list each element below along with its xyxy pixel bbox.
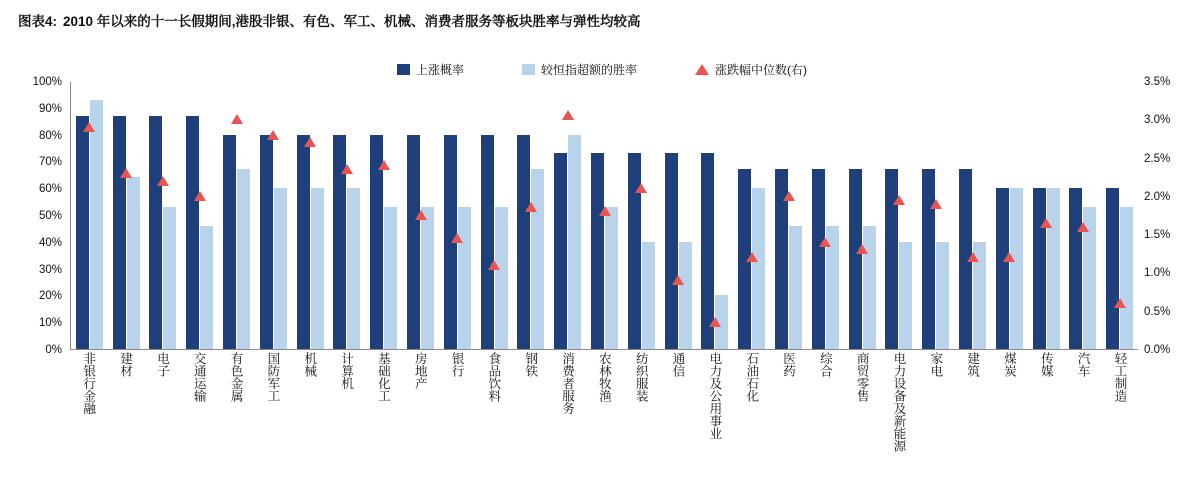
x-axis-label-text: 煤炭	[1002, 352, 1017, 377]
y-tick-right: 3.5%	[1144, 76, 1171, 88]
x-axis-label-text: 国防军工	[265, 352, 280, 402]
x-axis-label	[107, 352, 144, 476]
page-title: 2010 年以来的十一长假期间,港股非银、有色、军工、机械、消费者服务等板块胜率与弹性均较高	[63, 14, 641, 29]
bar-group	[586, 82, 623, 349]
y-tick-left: 20%	[38, 290, 62, 303]
x-axis-label-text: 家电	[928, 352, 943, 377]
x-axis-label	[1101, 352, 1138, 476]
x-axis-label	[622, 352, 659, 476]
legend-label: 较恒指超额的胜率	[541, 62, 638, 77]
figure-label: 图表4:	[18, 14, 58, 29]
x-axis-label-text: 石油石化	[744, 352, 759, 402]
x-axis-label	[917, 352, 954, 476]
bar-excess-winrate	[936, 242, 949, 349]
bar-excess-winrate	[200, 226, 213, 349]
y-tick-left: 60%	[38, 183, 62, 196]
bar-group	[1065, 82, 1102, 349]
x-axis-label-text: 纺织服装	[634, 352, 649, 402]
bars-layer	[71, 82, 1138, 349]
x-axis-label-text: 汽车	[1076, 352, 1091, 377]
x-axis-label-text: 消费者服务	[560, 352, 575, 415]
bar-group	[697, 82, 734, 349]
bar-excess-winrate	[127, 177, 140, 349]
x-axis-label	[291, 352, 328, 476]
bar-excess-winrate	[163, 207, 176, 349]
x-axis-label	[254, 352, 291, 476]
x-axis-label-text: 传媒	[1039, 352, 1054, 377]
x-axis-label-text: 银行	[450, 352, 465, 377]
x-axis-label-text: 机械	[302, 352, 317, 377]
bar-up-probability	[481, 135, 494, 349]
y-tick-left: 100%	[32, 76, 62, 88]
x-axis-label	[438, 352, 475, 476]
x-axis-label	[1064, 352, 1101, 476]
x-axis-label-text: 通信	[671, 352, 686, 377]
y-tick-right: 2.5%	[1144, 152, 1171, 165]
bar-group	[108, 82, 145, 349]
bar-excess-winrate	[1120, 207, 1133, 349]
bar-excess-winrate	[715, 295, 728, 349]
bar-up-probability	[812, 169, 825, 349]
y-tick-left: 80%	[38, 129, 62, 142]
x-axis-label	[991, 352, 1028, 476]
bar-up-probability	[1033, 188, 1046, 349]
bar-up-probability	[407, 135, 420, 349]
bar-up-probability	[665, 153, 678, 349]
y-tick-right: 1.5%	[1144, 229, 1171, 242]
x-axis-label-text: 钢铁	[523, 352, 538, 377]
legend-swatch-icon	[397, 64, 410, 75]
bar-group	[513, 82, 550, 349]
bar-excess-winrate	[605, 207, 618, 349]
x-axis-label	[696, 352, 733, 476]
bar-group	[255, 82, 292, 349]
bar-group	[807, 82, 844, 349]
x-axis-label	[217, 352, 254, 476]
bar-group	[954, 82, 991, 349]
y-tick-right: 1.0%	[1144, 267, 1171, 280]
x-axis-label	[770, 352, 807, 476]
bar-group	[917, 82, 954, 349]
bar-excess-winrate	[752, 188, 765, 349]
bar-excess-winrate	[1083, 207, 1096, 349]
bar-up-probability	[775, 169, 788, 349]
bar-up-probability	[186, 116, 199, 349]
bar-excess-winrate	[347, 188, 360, 349]
y-tick-left: 90%	[38, 102, 62, 115]
bar-up-probability	[628, 153, 641, 349]
y-tick-left: 0%	[45, 344, 62, 356]
x-axis-label	[512, 352, 549, 476]
bar-up-probability	[885, 169, 898, 349]
bar-group	[71, 82, 108, 349]
x-axis-label	[733, 352, 770, 476]
bar-group	[329, 82, 366, 349]
y-tick-right: 0.0%	[1144, 344, 1171, 356]
bar-group	[476, 82, 513, 349]
legend-item	[695, 61, 807, 78]
x-axis-label	[328, 352, 365, 476]
bar-up-probability	[554, 153, 567, 349]
x-axis-label	[475, 352, 512, 476]
bar-excess-winrate	[568, 135, 581, 349]
bar-up-probability	[591, 153, 604, 349]
legend-swatch-icon	[522, 64, 535, 75]
bar-group	[218, 82, 255, 349]
bar-group	[844, 82, 881, 349]
bar-up-probability	[113, 116, 126, 349]
bar-up-probability	[333, 135, 346, 349]
bar-group	[1028, 82, 1065, 349]
x-axis-label-text: 建筑	[965, 352, 980, 377]
y-axis-left	[18, 76, 66, 356]
bar-up-probability	[1069, 188, 1082, 349]
bar-excess-winrate	[973, 242, 986, 349]
x-axis-label-text: 食品饮料	[486, 352, 501, 402]
bar-up-probability	[701, 153, 714, 349]
x-axis-label	[401, 352, 438, 476]
bar-up-probability	[959, 169, 972, 349]
bar-excess-winrate	[899, 242, 912, 349]
bar-up-probability	[149, 116, 162, 349]
chart-legend	[18, 56, 1186, 82]
bar-up-probability	[738, 169, 751, 349]
x-axis-label-text: 有色金属	[229, 352, 244, 402]
bar-excess-winrate	[384, 207, 397, 349]
bar-excess-winrate	[826, 226, 839, 349]
legend-label: 上涨概率	[415, 62, 464, 77]
bar-group	[402, 82, 439, 349]
x-axis-label-text: 轻工制造	[1112, 352, 1127, 402]
x-axis-label-text: 电力及公用事业	[707, 352, 722, 440]
y-tick-left: 30%	[38, 263, 62, 276]
x-axis-labels	[70, 352, 1138, 476]
x-axis-label	[880, 352, 917, 476]
bar-excess-winrate	[642, 242, 655, 349]
x-axis-label	[549, 352, 586, 476]
x-axis-label-text: 基础化工	[376, 352, 391, 402]
x-axis-label-text: 商贸零售	[855, 352, 870, 402]
bar-excess-winrate	[421, 207, 434, 349]
y-tick-right: 2.0%	[1144, 190, 1171, 203]
x-axis-label-text: 计算机	[339, 352, 354, 390]
x-axis-label-text: 建材	[118, 352, 133, 377]
y-tick-left: 40%	[38, 236, 62, 249]
bar-group	[881, 82, 918, 349]
bar-excess-winrate	[274, 188, 287, 349]
bar-excess-winrate	[237, 169, 250, 349]
figure-title-row	[18, 10, 641, 30]
bar-group	[439, 82, 476, 349]
bar-group	[991, 82, 1028, 349]
bar-up-probability	[297, 135, 310, 349]
bar-excess-winrate	[1047, 188, 1060, 349]
x-axis-label-text: 电子	[155, 352, 170, 377]
bar-up-probability	[260, 135, 273, 349]
y-axis-right	[1138, 76, 1186, 356]
bar-up-probability	[76, 116, 89, 349]
bar-group	[145, 82, 182, 349]
bar-group	[365, 82, 402, 349]
bar-up-probability	[996, 188, 1009, 349]
y-tick-left: 50%	[38, 210, 62, 222]
bar-excess-winrate	[90, 100, 103, 349]
bar-excess-winrate	[679, 242, 692, 349]
y-tick-left: 10%	[38, 317, 62, 330]
x-axis-label	[180, 352, 217, 476]
bar-up-probability	[922, 169, 935, 349]
bar-group	[181, 82, 218, 349]
bar-excess-winrate	[1010, 188, 1023, 349]
bar-group	[733, 82, 770, 349]
x-axis-label-text: 电力设备及新能源	[892, 352, 906, 452]
bar-group	[292, 82, 329, 349]
x-axis-label	[70, 352, 107, 476]
x-axis-label	[586, 352, 623, 476]
bar-excess-winrate	[863, 226, 876, 349]
x-axis-label-text: 交通运输	[192, 352, 207, 402]
bar-up-probability	[517, 135, 530, 349]
bar-group	[770, 82, 807, 349]
bar-excess-winrate	[311, 188, 324, 349]
x-axis-label-text: 房地产	[413, 352, 428, 390]
bar-group	[1101, 82, 1138, 349]
plot-area	[70, 82, 1138, 350]
x-axis-label	[365, 352, 402, 476]
x-axis-label-text: 农林牧渔	[597, 352, 612, 402]
bar-up-probability	[849, 169, 862, 349]
x-axis-label-text: 非银行金融	[81, 352, 96, 415]
legend-triangle-icon	[695, 64, 709, 75]
x-axis-label	[954, 352, 991, 476]
x-axis-label	[807, 352, 844, 476]
bar-group	[623, 82, 660, 349]
y-tick-right: 0.5%	[1144, 305, 1171, 318]
legend-item	[522, 61, 637, 78]
bar-up-probability	[1106, 188, 1119, 349]
bar-excess-winrate	[495, 207, 508, 349]
bar-up-probability	[370, 135, 383, 349]
bar-excess-winrate	[458, 207, 471, 349]
bar-up-probability	[444, 135, 457, 349]
x-axis-label	[659, 352, 696, 476]
chart-container	[18, 56, 1186, 476]
bar-excess-winrate	[531, 169, 544, 349]
legend-item	[397, 61, 464, 78]
bar-group	[660, 82, 697, 349]
y-tick-right: 3.0%	[1144, 114, 1171, 127]
legend-label: 涨跌幅中位数(右)	[715, 62, 808, 77]
bar-up-probability	[223, 135, 236, 349]
x-axis-label	[144, 352, 181, 476]
x-axis-label	[1028, 352, 1065, 476]
x-axis-label-text: 综合	[818, 352, 833, 377]
bar-group	[549, 82, 586, 349]
bar-excess-winrate	[789, 226, 802, 349]
x-axis-label	[843, 352, 880, 476]
y-tick-left: 70%	[38, 156, 62, 169]
x-axis-label-text: 医药	[781, 352, 796, 377]
